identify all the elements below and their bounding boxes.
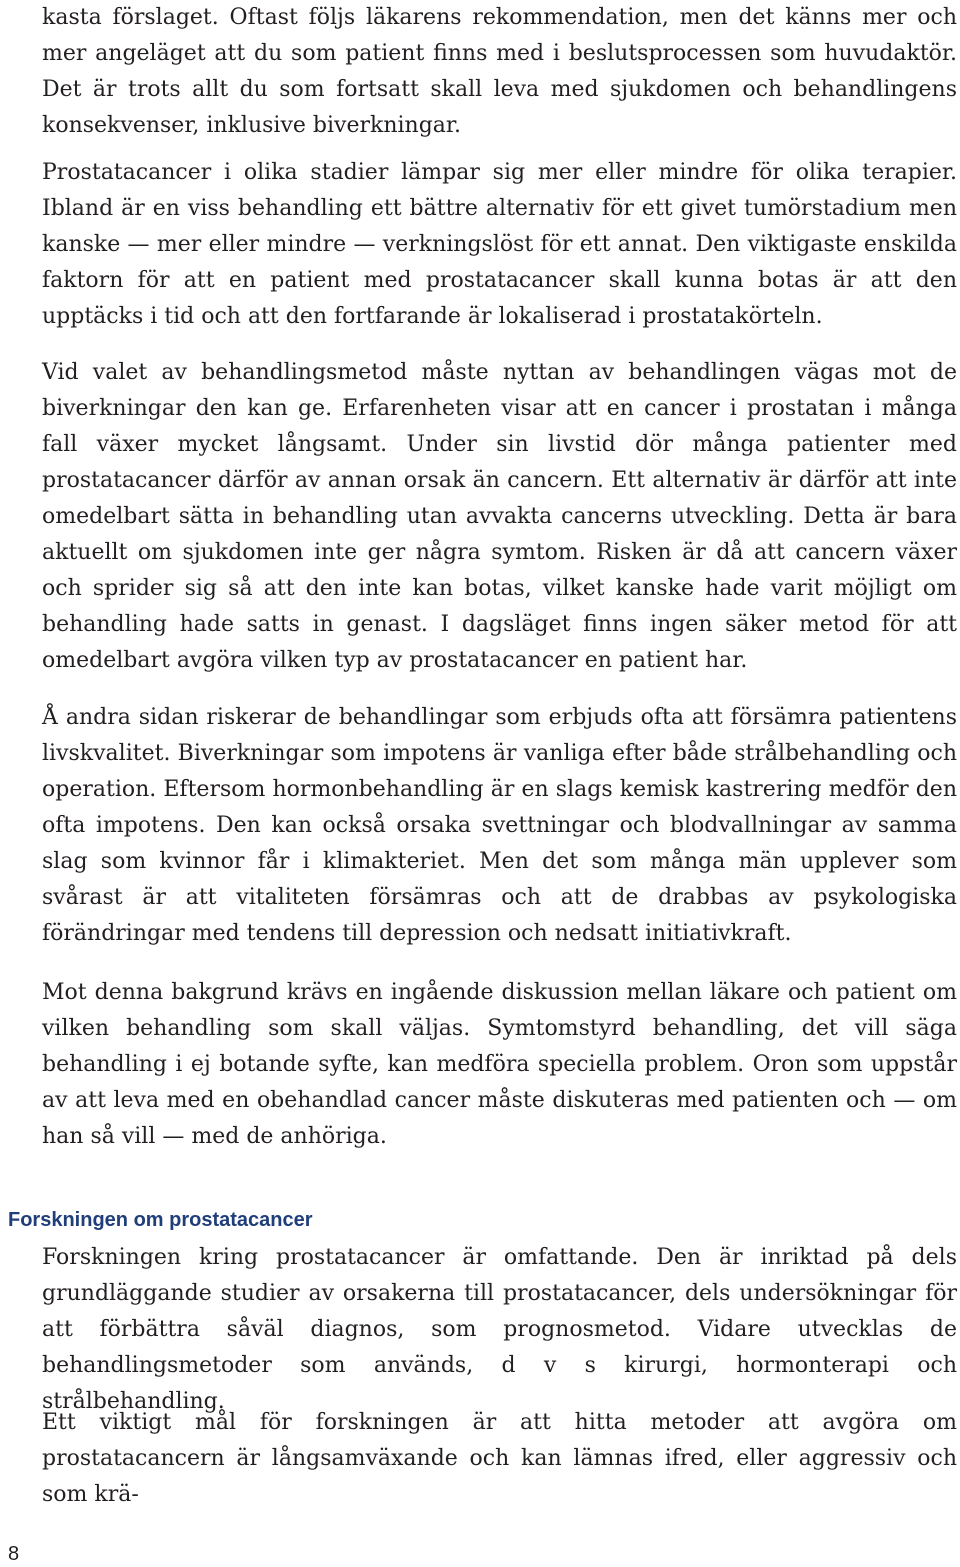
paragraph-treatment-choice: Vid valet av behandlingsmetod måste nyttan av behandlingen vägas mot de biverkningar den kan ge. Erfarenheten visar att en cancer i prostatan i många fall växer mycket långsamt. Under sin livstid dör många patienter med prostatacancer därför av annan orsak än cancern. Ett alternativ är därför att inte omedelbart sätta in behandling utan avvakta cancerns utveckling. Detta är bara aktuellt om sjukdomen inte ger några symtom. Risken är då att cancern växer och sprider sig så att den inte kan botas, vilket kanske hade varit möjligt om behandling hade satts in genast. I dagsläget finns ingen säker metod för att omedelbart avgöra vilken typ av prostatacancer en patient har. [42,360,957,673]
paragraph-treatment-decision: kasta förslaget. Oftast följs läkarens rekommendation, men det känns mer och mer angeläget att du som patient finns med i beslutsprocessen som huvudaktör. Det är trots allt du som fortsatt skall leva med sjukdomen och behandlingens konsekvenser, inklusive biverkningar. [42,5,957,138]
paragraph-discussion: Mot denna bakgrund krävs en ingående diskussion mellan läkare och patient om vilken behandling som skall väljas. Symtomstyrd behandling, det vill säga behandling i ej botande syfte, kan medföra speciella problem. Oron som uppstår av att leva med en obehandlad cancer måste diskuteras med patienten och — om han så vill — med de anhöriga. [42,980,957,1149]
page-number: 8 [8,1543,20,1565]
paragraph-side-effects: Å andra sidan riskerar de behandlingar som erbjuds ofta att försämra patientens livskvalitet. Biverkningar som impotens är vanliga efter både strålbehandling och operation. Eftersom hormonbehandling är en slags kemisk kastrering medför den ofta impotens. Den kan också orsaka svettningar och blodvallningar av samma slag som kvinnor får i klimakteriet. Men det som många män upplever som svårast är att vitaliteten försämras och att de drabbas av psykologiska förändringar med tendens till depression och nedsatt initiativkraft. [42,705,957,946]
paragraph-research-goal: Ett viktigt mål för forskningen är att hitta metoder att avgöra om prostatacancern är långsamväxande och kan lämnas ifred, eller aggressiv och som krä- [42,1410,957,1507]
section-heading-research: Forskningen om prostatacancer [8,1209,313,1231]
paragraph-research-scope: Forskningen kring prostatacancer är omfattande. Den är inriktad på dels grundläggande studier av orsakerna till prostatacancer, dels undersökningar för att förbättra såväl diagnos, som prognosmetod. Vidare utvecklas de behandlingsmetoder som används, d v s kirurgi, hormonterapi och strålbehandling. [42,1245,957,1414]
paragraph-cancer-stages: Prostatacancer i olika stadier lämpar sig mer eller mindre för olika terapier. Ibland är en viss behandling ett bättre alternativ för ett givet tumörstadium men kanske — mer eller mindre — verkningslöst för ett annat. Den viktigaste enskilda faktorn för att en patient med prostatacancer skall kunna botas är att den upptäcks i tid och att den fortfarande är lokaliserad i prostatakörteln. [42,160,957,329]
